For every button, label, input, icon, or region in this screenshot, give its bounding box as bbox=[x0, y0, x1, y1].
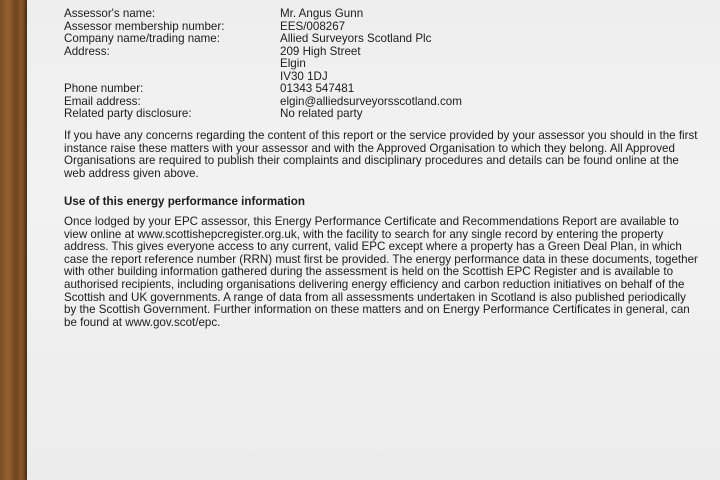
phone-row bbox=[64, 83, 704, 96]
field-value: EES/008267 bbox=[280, 19, 346, 33]
field-value: No related party bbox=[280, 107, 363, 120]
field-label: Email address: bbox=[64, 94, 141, 108]
address-line-row bbox=[64, 58, 704, 71]
address-row bbox=[64, 46, 704, 59]
related-party-row bbox=[64, 108, 704, 121]
field-label: Assessor membership number: bbox=[64, 19, 225, 33]
field-value: 01343 547481 bbox=[280, 82, 355, 95]
field-label: Company name/trading name: bbox=[64, 32, 220, 45]
field-value: elgin@alliedsurveyorsscotland.com bbox=[280, 94, 462, 108]
field-label: Phone number: bbox=[64, 82, 144, 95]
field-value: IV30 1DJ bbox=[280, 69, 328, 83]
document-page bbox=[27, 0, 720, 480]
assessor-details bbox=[64, 8, 704, 121]
field-value: Elgin bbox=[280, 57, 306, 70]
field-value: Mr. Angus Gunn bbox=[280, 7, 364, 20]
section-paragraph: Once lodged by your EPC assessor, this Energy Performance Certificate and Recommendations Report are available to view online at www.scottishepcregister.org.uk, with the facility to search for any single record by entering the property address. This gives everyone access to any current, valid EPC except where a property has a Green Deal Plan, in which case the report reference number (RRN) must first be provided. The energy performance data in these documents, together with other building information gathered during the assessment is held on the Scottish EPC Register and is available to authorised recipients, including organisations delivering energy efficiency and carbon reduction initiatives on behalf of the Scottish and UK governments. A range of data from all assessments undertaken in Scotland is also published periodically by the Scottish Government. Further information on these matters and on Energy Performance Certificates in general, can be found at www.gov.scot/epc. bbox=[64, 215, 698, 329]
concerns-paragraph: If you have any concerns regarding the content of this report or the service provided by your assessor you should in the first instance raise these matters with your assessor and with the Approved Organisation to which they belong. All Approved Organisations are required to publish their complaints and disciplinary procedures and details can be found online at the web address given above. bbox=[64, 129, 698, 180]
field-value: Allied Surveyors Scotland Plc bbox=[280, 32, 432, 45]
field-value: 209 High Street bbox=[280, 44, 361, 58]
field-label: Assessor's name: bbox=[64, 7, 156, 20]
section-heading: Use of this energy performance information bbox=[64, 195, 305, 208]
field-label: Related party disclosure: bbox=[64, 107, 192, 120]
company-name-row bbox=[64, 33, 704, 46]
postcode-row bbox=[64, 71, 704, 84]
field-label: Address: bbox=[64, 44, 110, 58]
assessor-name-row bbox=[64, 8, 704, 21]
